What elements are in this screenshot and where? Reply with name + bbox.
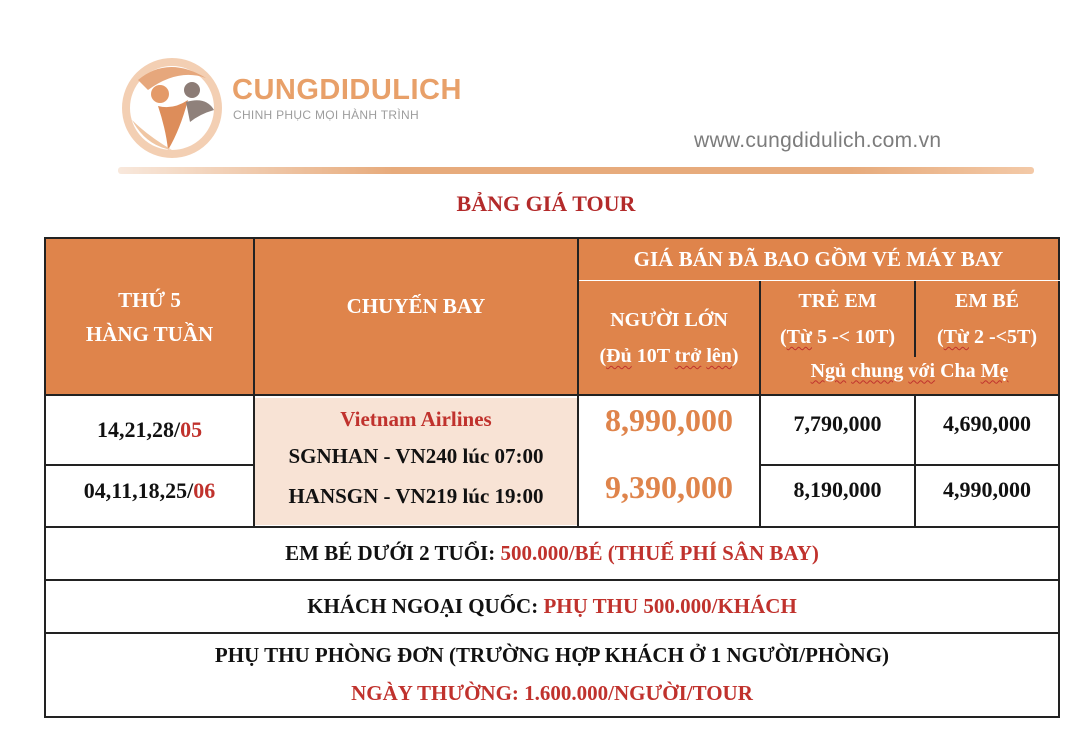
note-foreign-surcharge: KHÁCH NGOẠI QUỐC: PHỤ THU 500.000/KHÁCH — [307, 593, 797, 618]
header-child-line2: (Từ 5 -< 10T) — [779, 326, 896, 348]
return-flight: HANSGN - VN219 lúc 19:00 — [288, 483, 544, 508]
outbound-flight: SGNHAN - VN240 lúc 07:00 — [288, 443, 544, 468]
header-adult-line2: (Đủ 10T trở lên) — [599, 345, 739, 367]
line-h-body-bottom — [44, 526, 1060, 528]
row-2-infant-price: 4,990,000 — [943, 477, 1031, 502]
header-infant-line2: (Từ 2 -<5T) — [936, 326, 1038, 348]
airline-name: Vietnam Airlines — [340, 406, 492, 431]
table-border-bottom — [44, 716, 1060, 718]
header-day-line1: THỨ 5 — [118, 287, 181, 312]
single-room-value: NGÀY THƯỜNG: 1.600.000/NGƯỜI/TOUR — [351, 681, 753, 705]
header-child-line1: TRẺ EM — [798, 290, 877, 312]
header-flight-label: CHUYẾN BAY — [346, 294, 486, 318]
single-room-label: PHỤ THU PHÒNG ĐƠN (TRƯỜNG HỢP KHÁCH Ở 1 NGƯỜI/PHÒNG) — [214, 643, 890, 667]
cungdidulich-logo-icon — [118, 50, 228, 162]
table-border-top — [44, 237, 1060, 239]
header-flight-cell — [254, 238, 578, 395]
line-h-row-divider-left — [44, 464, 255, 466]
line-h-price-group — [577, 280, 1060, 281]
row-2-child-price: 8,190,000 — [793, 477, 882, 502]
line-v-4-header — [914, 281, 916, 357]
row-1-dates: 14,21,28/05 — [96, 417, 203, 442]
header-shared-bed-label: Ngủ chung với Cha Mẹ — [810, 359, 1009, 382]
header-shared-bed-cell — [760, 357, 1059, 395]
header-infant-cell — [915, 281, 1059, 357]
row-2-adult-price: 9,390,000 — [605, 468, 733, 505]
line-h-header-bottom — [44, 394, 1060, 396]
flight-info-cell — [255, 398, 577, 525]
header-adult-line1: NGƯỜI LỚN — [610, 309, 728, 331]
header-day-line2: HÀNG TUẦN — [85, 321, 214, 346]
header-infant-line1: EM BÉ — [955, 290, 1019, 312]
note-infant-fee: EM BÉ DƯỚI 2 TUỔI: 500.000/BÉ (THUẾ PHÍ SÂN BAY) — [285, 540, 819, 565]
note-single-room — [45, 632, 1059, 716]
line-v-4-body — [914, 395, 916, 527]
line-v-1 — [253, 237, 255, 527]
line-v-3 — [759, 281, 761, 527]
header-divider — [118, 167, 1034, 174]
line-h-note-1 — [44, 579, 1060, 581]
brand-slogan: CHINH PHỤC MỌI HÀNH TRÌNH — [233, 108, 419, 122]
row-2-dates: 04,11,18,25/06 — [83, 478, 216, 503]
header-day-cell — [45, 238, 254, 395]
line-h-row-divider-right — [760, 464, 1060, 466]
website-url[interactable]: www.cungdidulich.com.vn — [694, 129, 942, 152]
page-title: BẢNG GIÁ TOUR — [456, 191, 636, 216]
header-child-cell — [760, 281, 915, 357]
row-1-adult-price: 8,990,000 — [605, 401, 733, 438]
header-adult-cell — [578, 281, 760, 395]
header-price-group — [578, 238, 1059, 281]
row-1-child-price: 7,790,000 — [793, 411, 882, 436]
brand-name: CUNGDIDULICH — [232, 74, 462, 106]
table-border-right — [1058, 237, 1060, 718]
header-price-group-label: GIÁ BÁN ĐÃ BAO GỒM VÉ MÁY BAY — [633, 247, 1004, 271]
table-border-left — [44, 237, 46, 718]
row-1-infant-price: 4,690,000 — [943, 411, 1031, 436]
line-v-2 — [577, 237, 579, 527]
line-h-note-2 — [44, 632, 1060, 634]
